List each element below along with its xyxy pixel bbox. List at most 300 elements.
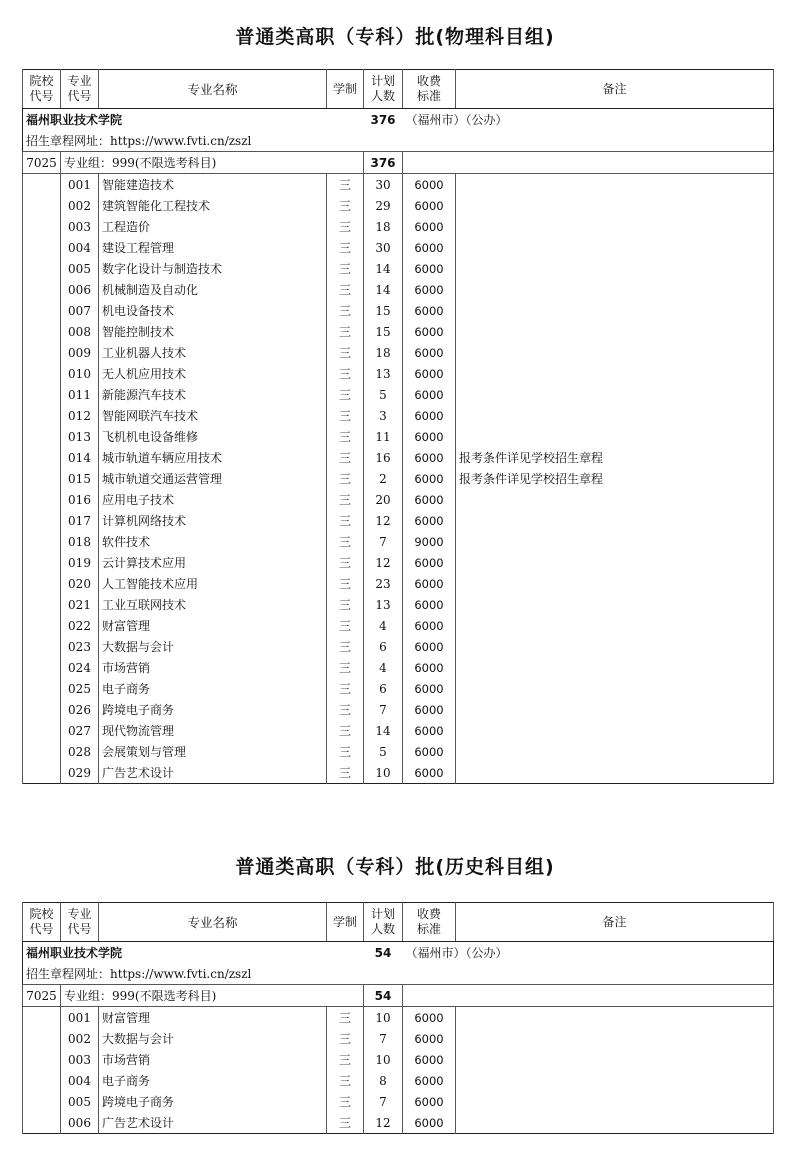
header-note: 备注 [456, 70, 774, 109]
major-code: 020 [61, 573, 99, 594]
tuition-fee: 6000 [403, 594, 456, 615]
school-code-empty [23, 1028, 61, 1049]
tuition-fee: 6000 [403, 258, 456, 279]
school-code-empty [23, 1091, 61, 1112]
plan-count: 30 [364, 237, 403, 258]
table-row [23, 699, 774, 720]
duration: 三 [327, 657, 364, 678]
major-name: 现代物流管理 [99, 720, 327, 741]
tuition-fee: 6000 [403, 657, 456, 678]
major-code: 002 [61, 195, 99, 216]
major-code: 003 [61, 216, 99, 237]
plan-count: 12 [364, 1112, 403, 1134]
major-name: 城市轨道车辆应用技术 [99, 447, 327, 468]
tuition-fee: 6000 [403, 216, 456, 237]
major-code: 009 [61, 342, 99, 363]
group-plan-total: 376 [364, 152, 403, 174]
duration: 三 [327, 237, 364, 258]
table-row [23, 1112, 774, 1134]
plan-count: 12 [364, 510, 403, 531]
duration: 三 [327, 762, 364, 784]
school-code-empty [23, 363, 61, 384]
tuition-fee: 6000 [403, 762, 456, 784]
tuition-fee: 6000 [403, 321, 456, 342]
major-code: 005 [61, 1091, 99, 1112]
plan-count: 8 [364, 1070, 403, 1091]
duration: 三 [327, 426, 364, 447]
major-group-label: 专业组：999(不限选考科目) [61, 152, 364, 174]
school-code-empty [23, 594, 61, 615]
tuition-fee: 6000 [403, 699, 456, 720]
enrollment-table-history [22, 902, 774, 1134]
header-plan [364, 903, 403, 942]
duration: 三 [327, 531, 364, 552]
group-plan-total: 54 [364, 985, 403, 1007]
tuition-fee: 6000 [403, 489, 456, 510]
school-code: 7025 [23, 152, 61, 174]
major-name: 云计算技术应用 [99, 552, 327, 573]
plan-count: 7 [364, 531, 403, 552]
major-name: 财富管理 [99, 615, 327, 636]
school-code-empty [23, 762, 61, 784]
remark [456, 657, 774, 678]
tuition-fee: 6000 [403, 510, 456, 531]
major-code: 013 [61, 426, 99, 447]
tuition-fee: 6000 [403, 447, 456, 468]
duration: 三 [327, 720, 364, 741]
duration: 三 [327, 1112, 364, 1134]
tuition-fee: 6000 [403, 636, 456, 657]
plan-count: 20 [364, 489, 403, 510]
major-name: 数字化设计与制造技术 [99, 258, 327, 279]
header-line: 代号 [67, 922, 92, 936]
table-row [23, 552, 774, 573]
plan-count: 18 [364, 342, 403, 363]
duration: 三 [327, 1028, 364, 1049]
tuition-fee: 9000 [403, 531, 456, 552]
group-empty [403, 985, 774, 1007]
plan-count: 2 [364, 468, 403, 489]
school-code-empty [23, 258, 61, 279]
major-name: 建筑智能化工程技术 [99, 195, 327, 216]
school-code-empty [23, 720, 61, 741]
table-row [23, 342, 774, 363]
duration: 三 [327, 321, 364, 342]
header-fee [403, 70, 456, 109]
table-row [23, 300, 774, 321]
major-name: 跨境电子商务 [99, 1091, 327, 1112]
school-code-empty [23, 678, 61, 699]
duration: 三 [327, 741, 364, 762]
table-row [23, 573, 774, 594]
school-name: 福州职业技术学院 [26, 113, 123, 127]
remark [456, 300, 774, 321]
tuition-fee: 6000 [403, 279, 456, 300]
table-row [23, 720, 774, 741]
header-major-name: 专业名称 [99, 70, 327, 109]
header-line: 计划 [370, 74, 395, 88]
major-name: 智能控制技术 [99, 321, 327, 342]
table-row [23, 426, 774, 447]
plan-count: 23 [364, 573, 403, 594]
plan-count: 6 [364, 678, 403, 699]
duration: 三 [327, 363, 364, 384]
plan-count: 14 [364, 258, 403, 279]
duration: 三 [327, 279, 364, 300]
header-line: 收费 [416, 907, 441, 921]
major-code: 001 [61, 174, 99, 196]
major-group-row [23, 985, 774, 1007]
school-code: 7025 [23, 985, 61, 1007]
school-code-empty [23, 489, 61, 510]
school-code-empty [23, 510, 61, 531]
school-plan-total: 376 [370, 112, 396, 127]
remark [456, 237, 774, 258]
major-name: 人工智能技术应用 [99, 573, 327, 594]
tuition-fee: 6000 [403, 573, 456, 594]
plan-count: 29 [364, 195, 403, 216]
duration: 三 [327, 174, 364, 196]
table-row [23, 447, 774, 468]
header-plan [364, 70, 403, 109]
remark [456, 699, 774, 720]
table-title-physics: 普通类高职（专科）批(物理科目组) [235, 26, 555, 48]
major-name: 市场营销 [99, 1049, 327, 1070]
duration: 三 [327, 258, 364, 279]
tuition-fee: 6000 [403, 237, 456, 258]
plan-count: 15 [364, 321, 403, 342]
plan-count: 5 [364, 384, 403, 405]
table-row [23, 1091, 774, 1112]
tuition-fee: 6000 [403, 468, 456, 489]
table-row [23, 258, 774, 279]
plan-count: 15 [364, 300, 403, 321]
header-line: 专业 [67, 74, 92, 88]
duration: 三 [327, 615, 364, 636]
remark [456, 216, 774, 237]
header-row [23, 903, 774, 942]
major-code: 010 [61, 363, 99, 384]
remark [456, 405, 774, 426]
major-code: 022 [61, 615, 99, 636]
school-row [23, 942, 774, 964]
admission-website: 招生章程网址：https://www.fvti.cn/zszl [23, 130, 774, 152]
remark [456, 510, 774, 531]
school-code-empty [23, 174, 61, 196]
duration: 三 [327, 342, 364, 363]
major-code: 012 [61, 405, 99, 426]
major-name: 工程造价 [99, 216, 327, 237]
tuition-fee: 6000 [403, 720, 456, 741]
duration: 三 [327, 636, 364, 657]
school-code-empty [23, 636, 61, 657]
school-code-empty [23, 426, 61, 447]
remark [456, 174, 774, 196]
major-code: 004 [61, 1070, 99, 1091]
tuition-fee: 6000 [403, 300, 456, 321]
plan-count: 6 [364, 636, 403, 657]
remark [456, 1091, 774, 1112]
plan-count: 10 [364, 1049, 403, 1070]
school-code-empty [23, 384, 61, 405]
header-line: 代号 [29, 89, 54, 103]
major-name: 飞机机电设备维修 [99, 426, 327, 447]
tuition-fee: 6000 [403, 384, 456, 405]
major-name: 机械制造及自动化 [99, 279, 327, 300]
duration: 三 [327, 1091, 364, 1112]
table-row [23, 762, 774, 784]
tuition-fee: 6000 [403, 1091, 456, 1112]
duration: 三 [327, 552, 364, 573]
remark [456, 321, 774, 342]
duration: 三 [327, 1070, 364, 1091]
duration: 三 [327, 489, 364, 510]
major-code: 016 [61, 489, 99, 510]
major-name: 新能源汽车技术 [99, 384, 327, 405]
duration: 三 [327, 405, 364, 426]
header-line: 代号 [67, 89, 92, 103]
major-code: 006 [61, 1112, 99, 1134]
school-code-empty [23, 195, 61, 216]
remark [456, 573, 774, 594]
remark: 报考条件详见学校招生章程 [456, 468, 774, 489]
school-code-empty [23, 531, 61, 552]
plan-count: 18 [364, 216, 403, 237]
school-code-empty [23, 1007, 61, 1029]
header-line: 院校 [29, 74, 54, 88]
duration: 三 [327, 1007, 364, 1029]
major-name: 电子商务 [99, 1070, 327, 1091]
header-school-code [23, 70, 61, 109]
table-row [23, 321, 774, 342]
remark [456, 741, 774, 762]
school-code-empty [23, 615, 61, 636]
plan-count: 10 [364, 1007, 403, 1029]
major-code: 003 [61, 1049, 99, 1070]
major-code: 005 [61, 258, 99, 279]
header-major-code [61, 903, 99, 942]
duration: 三 [327, 699, 364, 720]
remark [456, 636, 774, 657]
major-name: 大数据与会计 [99, 636, 327, 657]
major-code: 001 [61, 1007, 99, 1029]
school-code-empty [23, 216, 61, 237]
tuition-fee: 6000 [403, 615, 456, 636]
school-code-empty [23, 1112, 61, 1134]
duration: 三 [327, 216, 364, 237]
table-row [23, 594, 774, 615]
major-code: 023 [61, 636, 99, 657]
remark [456, 195, 774, 216]
table-row [23, 636, 774, 657]
tuition-fee: 6000 [403, 552, 456, 573]
duration: 三 [327, 510, 364, 531]
remark [456, 615, 774, 636]
remark [456, 1028, 774, 1049]
school-code-empty [23, 342, 61, 363]
enrollment-table-physics [22, 69, 774, 784]
table-row [23, 1070, 774, 1091]
major-code: 006 [61, 279, 99, 300]
header-line: 人数 [370, 922, 395, 936]
plan-count: 14 [364, 720, 403, 741]
major-code: 002 [61, 1028, 99, 1049]
header-note: 备注 [456, 903, 774, 942]
remark [456, 720, 774, 741]
duration: 三 [327, 195, 364, 216]
major-code: 011 [61, 384, 99, 405]
school-code-empty [23, 657, 61, 678]
school-code-empty [23, 699, 61, 720]
duration: 三 [327, 468, 364, 489]
tuition-fee: 6000 [403, 1070, 456, 1091]
remark [456, 1070, 774, 1091]
header-row [23, 70, 774, 109]
remark [456, 531, 774, 552]
table-row [23, 510, 774, 531]
major-code: 026 [61, 699, 99, 720]
remark: 报考条件详见学校招生章程 [456, 447, 774, 468]
school-code-empty [23, 1049, 61, 1070]
school-location: （福州市）（公办） [405, 946, 508, 960]
table-row [23, 678, 774, 699]
remark [456, 1112, 774, 1134]
tuition-fee: 6000 [403, 342, 456, 363]
major-name: 跨境电子商务 [99, 699, 327, 720]
major-code: 015 [61, 468, 99, 489]
major-code: 027 [61, 720, 99, 741]
major-code: 021 [61, 594, 99, 615]
header-line: 专业 [67, 907, 92, 921]
header-line: 人数 [370, 89, 395, 103]
major-name: 会展策划与管理 [99, 741, 327, 762]
major-name: 建设工程管理 [99, 237, 327, 258]
plan-count: 14 [364, 279, 403, 300]
remark [456, 678, 774, 699]
school-code-empty [23, 741, 61, 762]
tuition-fee: 6000 [403, 1007, 456, 1029]
duration: 三 [327, 594, 364, 615]
major-code: 018 [61, 531, 99, 552]
tuition-fee: 6000 [403, 1112, 456, 1134]
plan-count: 11 [364, 426, 403, 447]
tuition-fee: 6000 [403, 1049, 456, 1070]
remark [456, 762, 774, 784]
major-code: 025 [61, 678, 99, 699]
tuition-fee: 6000 [403, 426, 456, 447]
plan-count: 10 [364, 762, 403, 784]
remark [456, 489, 774, 510]
school-code-empty [23, 468, 61, 489]
website-row [23, 130, 774, 152]
table-row [23, 657, 774, 678]
major-code: 019 [61, 552, 99, 573]
plan-count: 7 [364, 1028, 403, 1049]
major-name: 工业机器人技术 [99, 342, 327, 363]
duration: 三 [327, 1049, 364, 1070]
plan-count: 4 [364, 615, 403, 636]
duration: 三 [327, 447, 364, 468]
school-code-empty [23, 552, 61, 573]
school-code-empty [23, 300, 61, 321]
major-name: 应用电子技术 [99, 489, 327, 510]
plan-count: 16 [364, 447, 403, 468]
major-name: 智能网联汽车技术 [99, 405, 327, 426]
header-line: 标准 [416, 922, 441, 936]
duration: 三 [327, 573, 364, 594]
school-code-empty [23, 1070, 61, 1091]
table-row [23, 1028, 774, 1049]
tuition-fee: 6000 [403, 741, 456, 762]
major-name: 财富管理 [99, 1007, 327, 1029]
major-name: 无人机应用技术 [99, 363, 327, 384]
header-line: 计划 [370, 907, 395, 921]
tuition-fee: 6000 [403, 174, 456, 196]
plan-count: 13 [364, 363, 403, 384]
remark [456, 1007, 774, 1029]
major-name: 大数据与会计 [99, 1028, 327, 1049]
major-name: 市场营销 [99, 657, 327, 678]
major-name: 软件技术 [99, 531, 327, 552]
plan-count: 7 [364, 1091, 403, 1112]
table-row [23, 216, 774, 237]
major-name: 广告艺术设计 [99, 762, 327, 784]
remark [456, 258, 774, 279]
table-row [23, 1049, 774, 1070]
tuition-fee: 6000 [403, 405, 456, 426]
header-line: 收费 [416, 74, 441, 88]
major-name: 机电设备技术 [99, 300, 327, 321]
plan-count: 7 [364, 699, 403, 720]
duration: 三 [327, 300, 364, 321]
plan-count: 30 [364, 174, 403, 196]
table-title-history: 普通类高职（专科）批(历史科目组) [235, 856, 555, 878]
major-code: 024 [61, 657, 99, 678]
remark [456, 342, 774, 363]
school-code-empty [23, 405, 61, 426]
plan-count: 4 [364, 657, 403, 678]
table-row [23, 468, 774, 489]
major-group-label: 专业组：999(不限选考科目) [61, 985, 364, 1007]
remark [456, 426, 774, 447]
header-duration: 学制 [327, 903, 364, 942]
header-school-code [23, 903, 61, 942]
table-row [23, 237, 774, 258]
table-row [23, 615, 774, 636]
major-code: 029 [61, 762, 99, 784]
plan-count: 5 [364, 741, 403, 762]
duration: 三 [327, 678, 364, 699]
major-name: 计算机网络技术 [99, 510, 327, 531]
major-group-row [23, 152, 774, 174]
school-code-empty [23, 573, 61, 594]
school-plan-total: 54 [374, 945, 392, 960]
school-row [23, 109, 774, 131]
group-empty [403, 152, 774, 174]
table-row [23, 384, 774, 405]
header-major-code [61, 70, 99, 109]
plan-count: 3 [364, 405, 403, 426]
major-code: 004 [61, 237, 99, 258]
major-code: 008 [61, 321, 99, 342]
header-line: 代号 [29, 922, 54, 936]
remark [456, 552, 774, 573]
remark [456, 363, 774, 384]
major-name: 广告艺术设计 [99, 1112, 327, 1134]
school-code-empty [23, 279, 61, 300]
table-row [23, 741, 774, 762]
table-row [23, 1007, 774, 1029]
